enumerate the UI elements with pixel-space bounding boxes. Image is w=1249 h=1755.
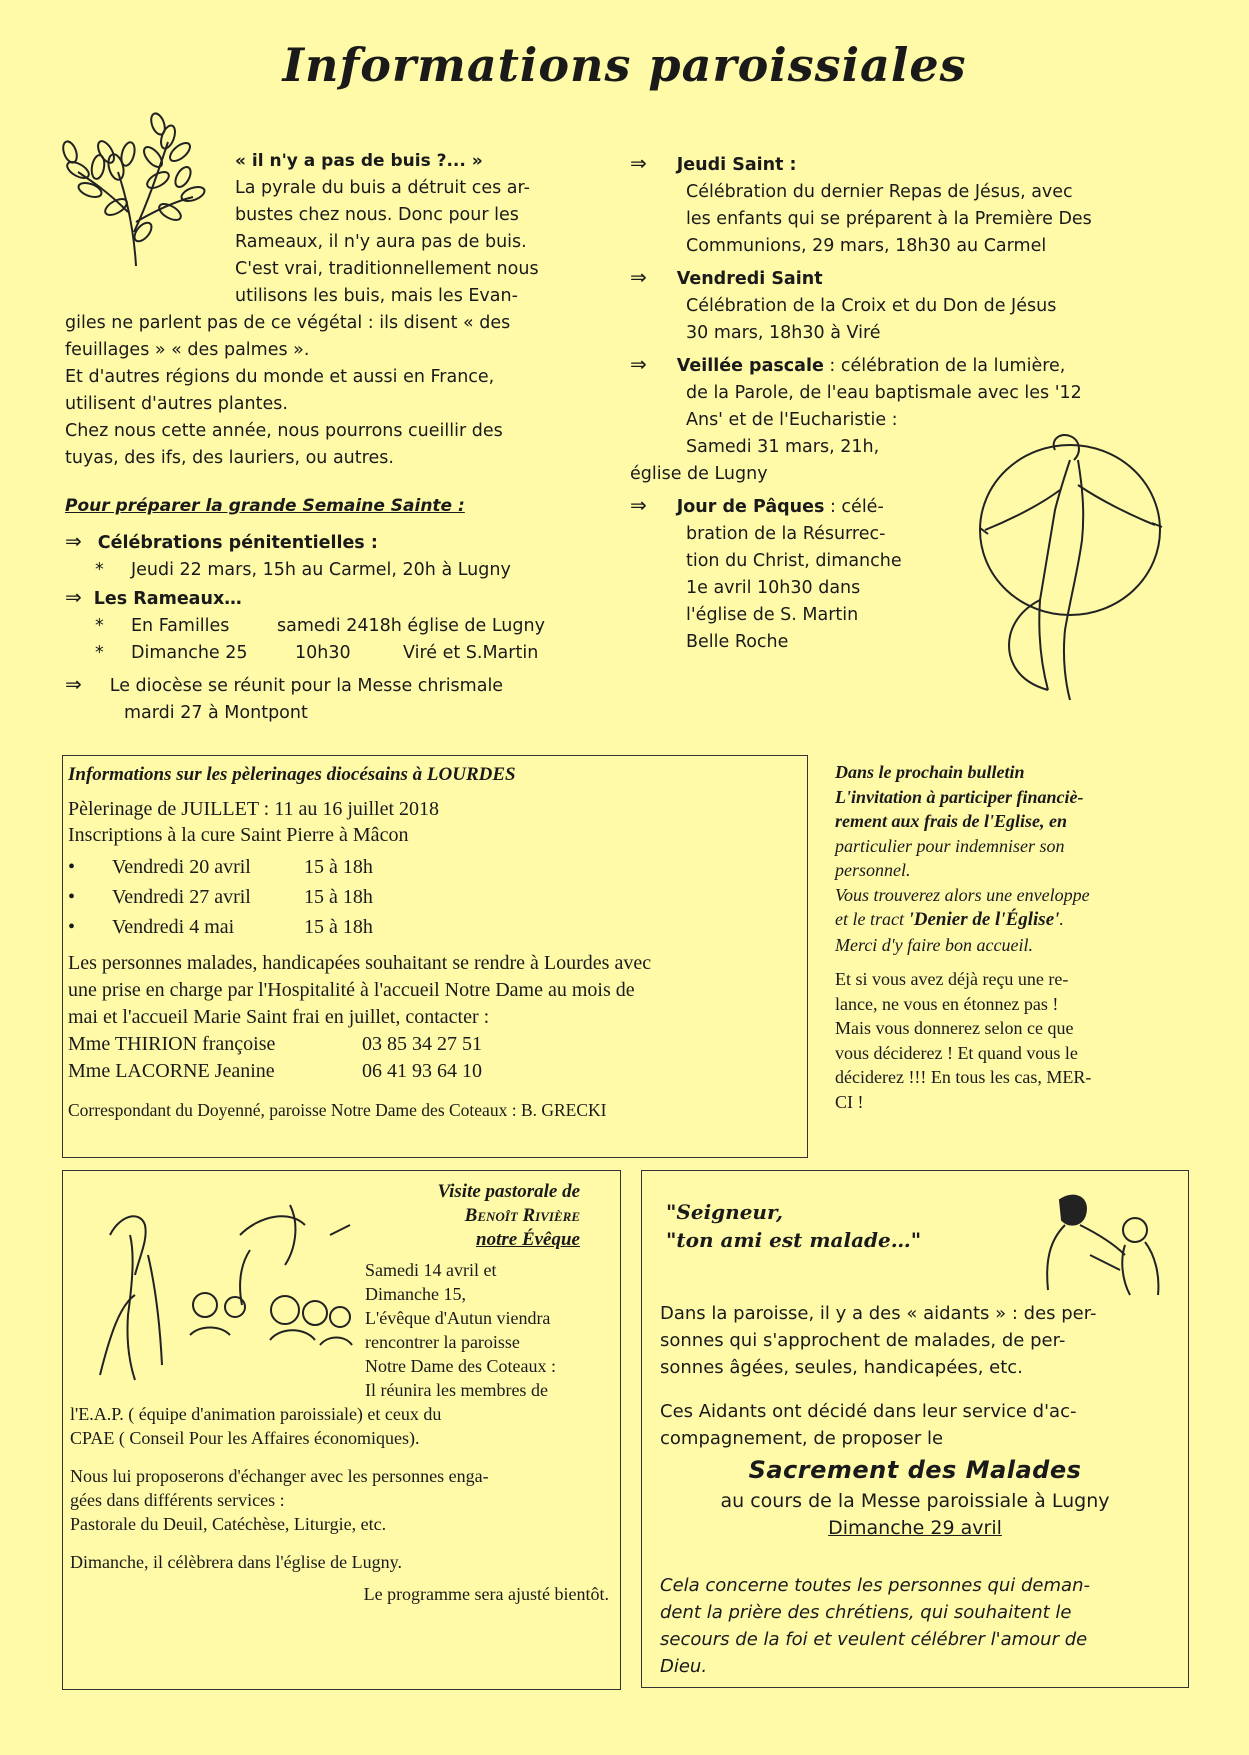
visite-programme: Le programme sera ajusté bientôt. <box>363 1584 609 1604</box>
visite-title-line: notre Évêque <box>476 1229 580 1250</box>
visite-bishop-name: Benoît Rivière <box>464 1205 580 1226</box>
jeudi-line: les enfants qui se préparent à la Première Des <box>686 209 1092 229</box>
buis-line: C'est vrai, traditionnellement nous <box>235 259 539 279</box>
buis-line: Et d'autres régions du monde et aussi en France, <box>65 367 495 387</box>
paques-line: tion du Christ, dimanche <box>686 551 902 571</box>
diocese-line-2: mardi 27 à Montpont <box>124 703 308 723</box>
visite-body <box>70 1402 615 1606</box>
bulletin-tract-post: . <box>1059 909 1064 929</box>
malades-line: Ces Aidants ont décidé dans leur service d'ac- <box>660 1401 1077 1422</box>
malades-line: sonnes âgées, seules, handicapées, etc. <box>660 1357 1023 1378</box>
bulletin-line: CI ! <box>835 1091 864 1112</box>
bulletin-merci: Merci d'y faire bon accueil. <box>835 934 1033 955</box>
lourdes-time: 15 à 18h <box>304 856 373 878</box>
malades-line: compagnement, de proposer le <box>660 1428 944 1449</box>
buis-heading: « il n'y a pas de buis ?... » <box>235 151 483 171</box>
malades-line: secours de la foi et veulent célébrer l'amour de <box>660 1629 1088 1650</box>
penitentielles-line: Jeudi 22 mars, 15h au Carmel, 20h à Lugny <box>131 560 511 580</box>
lourdes-date: Vendredi 20 avril <box>112 856 251 878</box>
bulletin-line: lance, ne vous en étonnez pas ! <box>835 993 1059 1014</box>
paques-line: 1e avril 10h30 dans <box>686 578 861 598</box>
buis-line: bustes chez nous. Donc pour les <box>235 205 519 225</box>
malades-line: Dieu. <box>660 1656 708 1677</box>
visite-line: Samedi 14 avril et <box>365 1260 497 1280</box>
lourdes-malades-line: une prise en charge par l'Hospitalité à l'accueil Notre Dame au mois de <box>68 979 635 1001</box>
bullet-icon: • <box>68 886 76 908</box>
malades-quote-line: "ton ami est malade…" <box>666 1228 922 1252</box>
malades-p1 <box>660 1300 1180 1381</box>
visite-title-line: Visite pastorale de <box>437 1181 580 1202</box>
veillee-title: Veillée pascale <box>676 356 824 376</box>
star-icon: * <box>95 560 104 580</box>
bulletin-line: Mais vous donnerez selon ce que <box>835 1018 1074 1038</box>
visite-line: L'évêque d'Autun viendra <box>365 1308 551 1328</box>
buis-block <box>235 148 635 310</box>
bulletin-heading: Dans le prochain bulletin <box>835 762 1025 782</box>
lourdes-malades-line: mai et l'accueil Marie Saint frai en juillet, contacter : <box>68 1006 490 1028</box>
veillee-last: église de Lugny <box>630 464 768 484</box>
arrow-icon: ⇒ <box>630 493 647 517</box>
jeudi-line: Communions, 29 mars, 18h30 au Carmel <box>686 236 1047 256</box>
bulletin-line: particulier pour indemniser son <box>835 835 1065 856</box>
caregiver-icon <box>1030 1190 1170 1300</box>
visite-lines <box>365 1258 615 1402</box>
malades-line: Dans la paroisse, il y a des « aidants » : des per- <box>660 1303 1097 1324</box>
visite-dimanche: Dimanche, il célèbrera dans l'église de Lugny. <box>70 1552 402 1572</box>
rameaux-famille: En Familles <box>131 616 230 636</box>
rameaux-title: Les Rameaux… <box>93 589 242 609</box>
bulletin-line: Vous trouverez alors une enveloppe <box>835 884 1090 905</box>
bulletin-line: vous déciderez ! Et quand vous le <box>835 1042 1078 1063</box>
risen-christ-icon <box>970 430 1170 710</box>
sacrement-messe: au cours de la Messe paroissiale à Lugny <box>720 1490 1110 1512</box>
contact-name: Mme LACORNE Jeanine <box>68 1060 275 1082</box>
jeudi-title: Jeudi Saint : <box>676 155 797 175</box>
bullet-icon: • <box>68 856 76 878</box>
bulletin-line: rement aux frais de l'Eglise, en <box>835 811 1068 831</box>
arrow-icon: ⇒ <box>65 529 82 553</box>
bulletin-line: personnel. <box>835 860 911 880</box>
arrow-icon: ⇒ <box>630 265 647 289</box>
contact-phone: 03 85 34 27 51 <box>362 1033 482 1055</box>
buis-line: La pyrale du buis a détruit ces ar- <box>235 178 530 198</box>
paques-line: Belle Roche <box>686 632 789 652</box>
page-title: Informations paroissiales <box>282 38 967 92</box>
vendredi-line: 30 mars, 18h30 à Viré <box>686 323 881 343</box>
malades-line: sonnes qui s'approchent de malades, de per- <box>660 1330 1066 1351</box>
visite-title <box>370 1180 580 1252</box>
buis-branch-icon <box>58 112 206 268</box>
arrow-icon: ⇒ <box>630 352 647 376</box>
rameaux-heure: 10h30 <box>295 643 351 663</box>
visite-line: Notre Dame des Coteaux : <box>365 1356 556 1376</box>
malades-line: dent la prière des chrétiens, qui souhaitent le <box>660 1602 1072 1623</box>
arrow-icon: ⇒ <box>65 672 82 696</box>
buis-continued <box>65 310 625 472</box>
diocese-line-1: Le diocèse se réunit pour la Messe chrismale <box>109 676 504 696</box>
bulletin-tract-pre: et le tract <box>835 909 909 929</box>
star-icon: * <box>95 643 104 663</box>
lourdes-heading: Informations sur les pèlerinages diocésains à LOURDES <box>68 764 516 785</box>
buis-line: Chez nous cette année, nous pourrons cueillir des <box>65 421 503 441</box>
visite-line: rencontrer la paroisse <box>365 1332 520 1352</box>
veillee-line: de la Parole, de l'eau baptismale avec les '12 <box>686 383 1082 403</box>
lourdes-date: Vendredi 27 avril <box>112 886 251 908</box>
bulletin-tract-name: 'Denier de l'Église' <box>908 909 1060 930</box>
visite-line: CPAE ( Conseil Pour les Affaires économiques). <box>70 1428 420 1448</box>
paques-line: l'église de S. Martin <box>686 605 859 625</box>
buis-line: Rameaux, il n'y aura pas de buis. <box>235 232 527 252</box>
bulletin-line: L'invitation à participer financiè- <box>835 786 1084 807</box>
visite-line: gées dans différents services : <box>70 1490 285 1510</box>
paques-rest: : célé- <box>824 497 884 517</box>
buis-line: tuyas, des ifs, des lauriers, ou autres. <box>65 448 394 468</box>
lourdes-line: Pèlerinage de JUILLET : 11 au 16 juillet 2018 <box>68 798 440 820</box>
star-icon: * <box>95 616 104 636</box>
lourdes-line: Inscriptions à la cure Saint Pierre à Mâcon <box>68 824 409 846</box>
malades-quote-line: "Seigneur, <box>666 1200 784 1224</box>
contact-phone: 06 41 93 64 10 <box>362 1060 482 1082</box>
arrow-icon: ⇒ <box>630 151 647 175</box>
semaine-list <box>65 528 625 727</box>
bulletin-line: déciderez !!! En tous les cas, MER- <box>835 1067 1092 1087</box>
visite-line: Dimanche 15, <box>365 1284 466 1304</box>
lourdes-malades-line: Les personnes malades, handicapées souhaitant se rendre à Lourdes avec <box>68 952 652 974</box>
rameaux-dimanche: Dimanche 25 <box>131 643 248 663</box>
malades-line: Cela concerne toutes les personnes qui deman- <box>660 1575 1090 1596</box>
malades-concern <box>660 1572 1180 1680</box>
lourdes-content <box>68 762 808 1123</box>
buis-line: utilisent d'autres plantes. <box>65 394 288 414</box>
veillee-line: Samedi 31 mars, 21h, <box>686 437 880 457</box>
arrow-icon: ⇒ <box>65 585 82 609</box>
malades-quote <box>666 1198 921 1254</box>
visite-line: Il réunira les membres de <box>365 1380 548 1400</box>
veillee-line: Ans' et de l'Eucharistie : <box>686 410 898 430</box>
paques-title: Jour de Pâques <box>676 497 825 517</box>
buis-line: giles ne parlent pas de ce végétal : ils disent « des <box>65 313 511 333</box>
lourdes-time: 15 à 18h <box>304 886 373 908</box>
vendredi-title: Vendredi Saint <box>676 269 823 289</box>
penitentielles-title: Célébrations pénitentielles : <box>97 533 378 553</box>
vendredi-line: Célébration de la Croix et du Don de Jésus <box>686 296 1057 316</box>
jeudi-line: Célébration du dernier Repas de Jésus, avec <box>686 182 1073 202</box>
contact-name: Mme THIRION françoise <box>68 1033 276 1055</box>
visite-line: Pastorale du Deuil, Catéchèse, Liturgie, etc. <box>70 1514 387 1534</box>
buis-line: utilisons les buis, mais les Evan- <box>235 286 518 306</box>
bulletin-line: Et si vous avez déjà reçu une re- <box>835 969 1069 989</box>
paques-line: bration de la Résurrec- <box>686 524 886 544</box>
rameaux-lieu: Viré et S.Martin <box>403 643 539 663</box>
malades-p2 <box>660 1398 1180 1452</box>
bullet-icon: • <box>68 916 76 938</box>
sacrement-date: Dimanche 29 avril <box>828 1517 1002 1539</box>
visite-line: l'E.A.P. ( équipe d'animation paroissiale) et ceux du <box>70 1404 442 1424</box>
buis-line: feuillages » « des palmes ». <box>65 340 310 360</box>
lourdes-date: Vendredi 4 mai <box>112 916 235 938</box>
semaine-heading: Pour préparer la grande Semaine Sainte : <box>65 496 465 516</box>
rameaux-samedi: samedi 2418h église de Lugny <box>277 616 545 636</box>
bishop-crowd-icon <box>90 1195 360 1385</box>
lourdes-time: 15 à 18h <box>304 916 373 938</box>
sacrement-title: Sacrement des Malades <box>748 1456 1082 1484</box>
lourdes-correspondant: Correspondant du Doyenné, paroisse Notre Dame des Coteaux : B. GRECKI <box>68 1100 607 1120</box>
visite-line: Nous lui proposerons d'échanger avec les personnes enga- <box>70 1466 489 1486</box>
veillee-rest: : célébration de la lumière, <box>823 356 1066 376</box>
bulletin-block <box>835 760 1175 1114</box>
